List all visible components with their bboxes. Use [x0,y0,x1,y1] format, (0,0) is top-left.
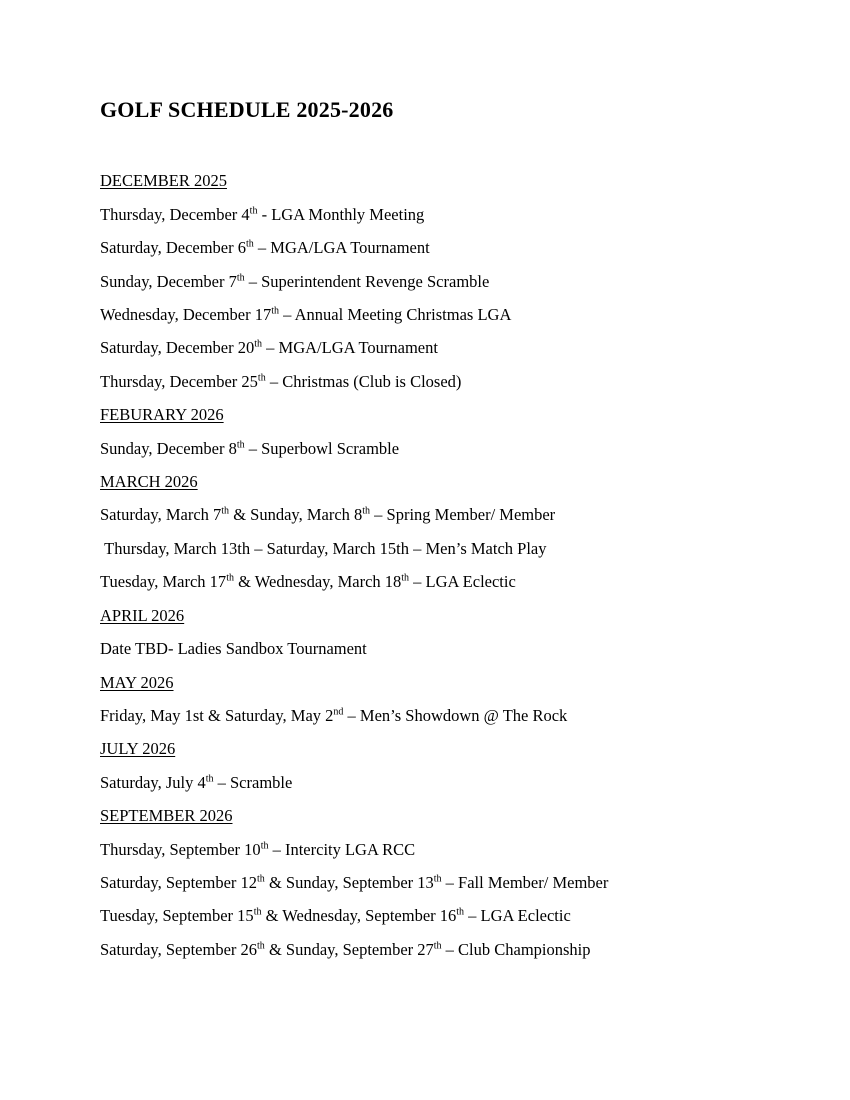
schedule-line-text: – MGA/LGA Tournament [262,338,438,358]
schedule-line [100,265,760,298]
schedule-line [100,833,760,866]
schedule-line [100,298,760,331]
schedule-line-text: – Scramble [213,772,293,792]
schedule-line-text: – LGA Eclectic [409,572,516,592]
schedule-line-text: Saturday, September 26 [100,939,258,959]
schedule-line-text: Thursday, December 25 [100,371,258,391]
section-heading [100,164,760,197]
schedule-line-text: – MGA/LGA Tournament [253,238,430,258]
schedule-line [100,331,760,364]
schedule-line-text: Date TBD- Ladies Sandbox Tournament [100,639,367,659]
section-heading [100,732,760,765]
ordinal-superscript: th [226,572,234,584]
section-heading-text: DECEMBER 2025 [100,171,227,191]
schedule-line-text: Thursday, September 10 [100,839,261,859]
section-heading [100,465,760,498]
schedule-line [100,365,760,398]
ordinal-superscript: th [260,840,269,852]
ordinal-superscript: th [236,272,245,284]
schedule-line-text: Friday, May 1st & Saturday, May 2 [100,705,334,725]
ordinal-superscript: th [433,940,442,952]
ordinal-superscript: th [221,505,230,517]
section-heading [100,398,760,431]
schedule-line [100,532,760,565]
schedule-line-text: – Intercity LGA RCC [268,839,416,859]
schedule-line-text: & Wednesday, September 16 [261,906,457,926]
ordinal-superscript: th [433,873,442,885]
schedule-line-text: Saturday, December 6 [100,238,246,258]
section-heading-text: MAY 2026 [100,672,174,692]
schedule-line-text: – Superbowl Scramble [244,438,400,458]
ordinal-superscript: th [271,305,280,317]
section-heading-text: FEBURARY 2026 [100,405,224,425]
ordinal-superscript: th [254,338,263,350]
schedule-line-text: & Wednesday, March 18 [233,572,402,592]
schedule-line [100,198,760,231]
schedule-line-text: – Spring Member/ Member [370,505,556,525]
ordinal-superscript: th [253,906,262,918]
ordinal-superscript: th [205,773,214,785]
schedule-line [100,632,760,665]
schedule-line [100,866,760,899]
schedule-line-text: Sunday, December 7 [100,271,237,291]
schedule-line [100,766,760,799]
section-heading [100,599,760,632]
schedule-line-text: Saturday, March 7 [100,505,222,525]
schedule-line-text: Saturday, December 20 [100,338,255,358]
ordinal-superscript: nd [333,706,344,718]
schedule-line-text: Sunday, December 8 [100,438,237,458]
schedule-line-text: Wednesday, December 17 [100,305,272,325]
schedule-line-text: – Annual Meeting Christmas LGA [279,305,512,325]
ordinal-superscript: th [257,940,265,952]
document-content [100,93,760,966]
schedule-line-text: Thursday, March 13th – Saturday, March 15th – Men’s Match Play [100,538,547,558]
schedule-line [100,498,760,531]
ordinal-superscript: th [401,572,410,584]
schedule-line-text: & Sunday, March 8 [229,505,363,525]
schedule-line-text: – Fall Member/ Member [441,872,609,892]
schedule-line-text: – Christmas (Club is Closed) [265,371,462,391]
ordinal-superscript: th [236,439,245,451]
ordinal-superscript: th [257,372,266,384]
schedule-line-text: – Club Championship [441,939,591,959]
ordinal-superscript: th [249,205,258,217]
schedule-line-text: Saturday, July 4 [100,772,206,792]
schedule-line [100,933,760,966]
schedule-line [100,899,760,932]
schedule-line [100,565,760,598]
document-body [100,164,760,966]
schedule-line-text: Tuesday, March 17 [100,572,227,592]
ordinal-superscript: th [246,238,254,250]
schedule-line-text: - LGA Monthly Meeting [257,204,425,224]
schedule-line-text: Tuesday, September 15 [100,906,254,926]
schedule-line-text: Saturday, September 12 [100,872,258,892]
section-heading [100,799,760,832]
schedule-line-text: Thursday, December 4 [100,204,250,224]
schedule-line-text: – Men’s Showdown @ The Rock [343,705,568,725]
section-heading [100,666,760,699]
ordinal-superscript: th [456,906,465,918]
schedule-line-text: & Sunday, September 13 [264,872,434,892]
document-title: GOLF SCHEDULE 2025-2026 [100,97,394,122]
schedule-line-text: – LGA Eclectic [464,906,571,926]
schedule-line [100,231,760,264]
schedule-line [100,699,760,732]
ordinal-superscript: th [362,505,371,517]
schedule-line [100,432,760,465]
section-heading-text: APRIL 2026 [100,605,185,625]
schedule-line-text: – Superintendent Revenge Scramble [244,271,490,291]
section-heading-text: JULY 2026 [100,739,176,759]
schedule-line-text: & Sunday, September 27 [264,939,434,959]
section-heading-text: SEPTEMBER 2026 [100,806,233,826]
ordinal-superscript: th [257,873,265,885]
section-heading-text: MARCH 2026 [100,472,198,492]
